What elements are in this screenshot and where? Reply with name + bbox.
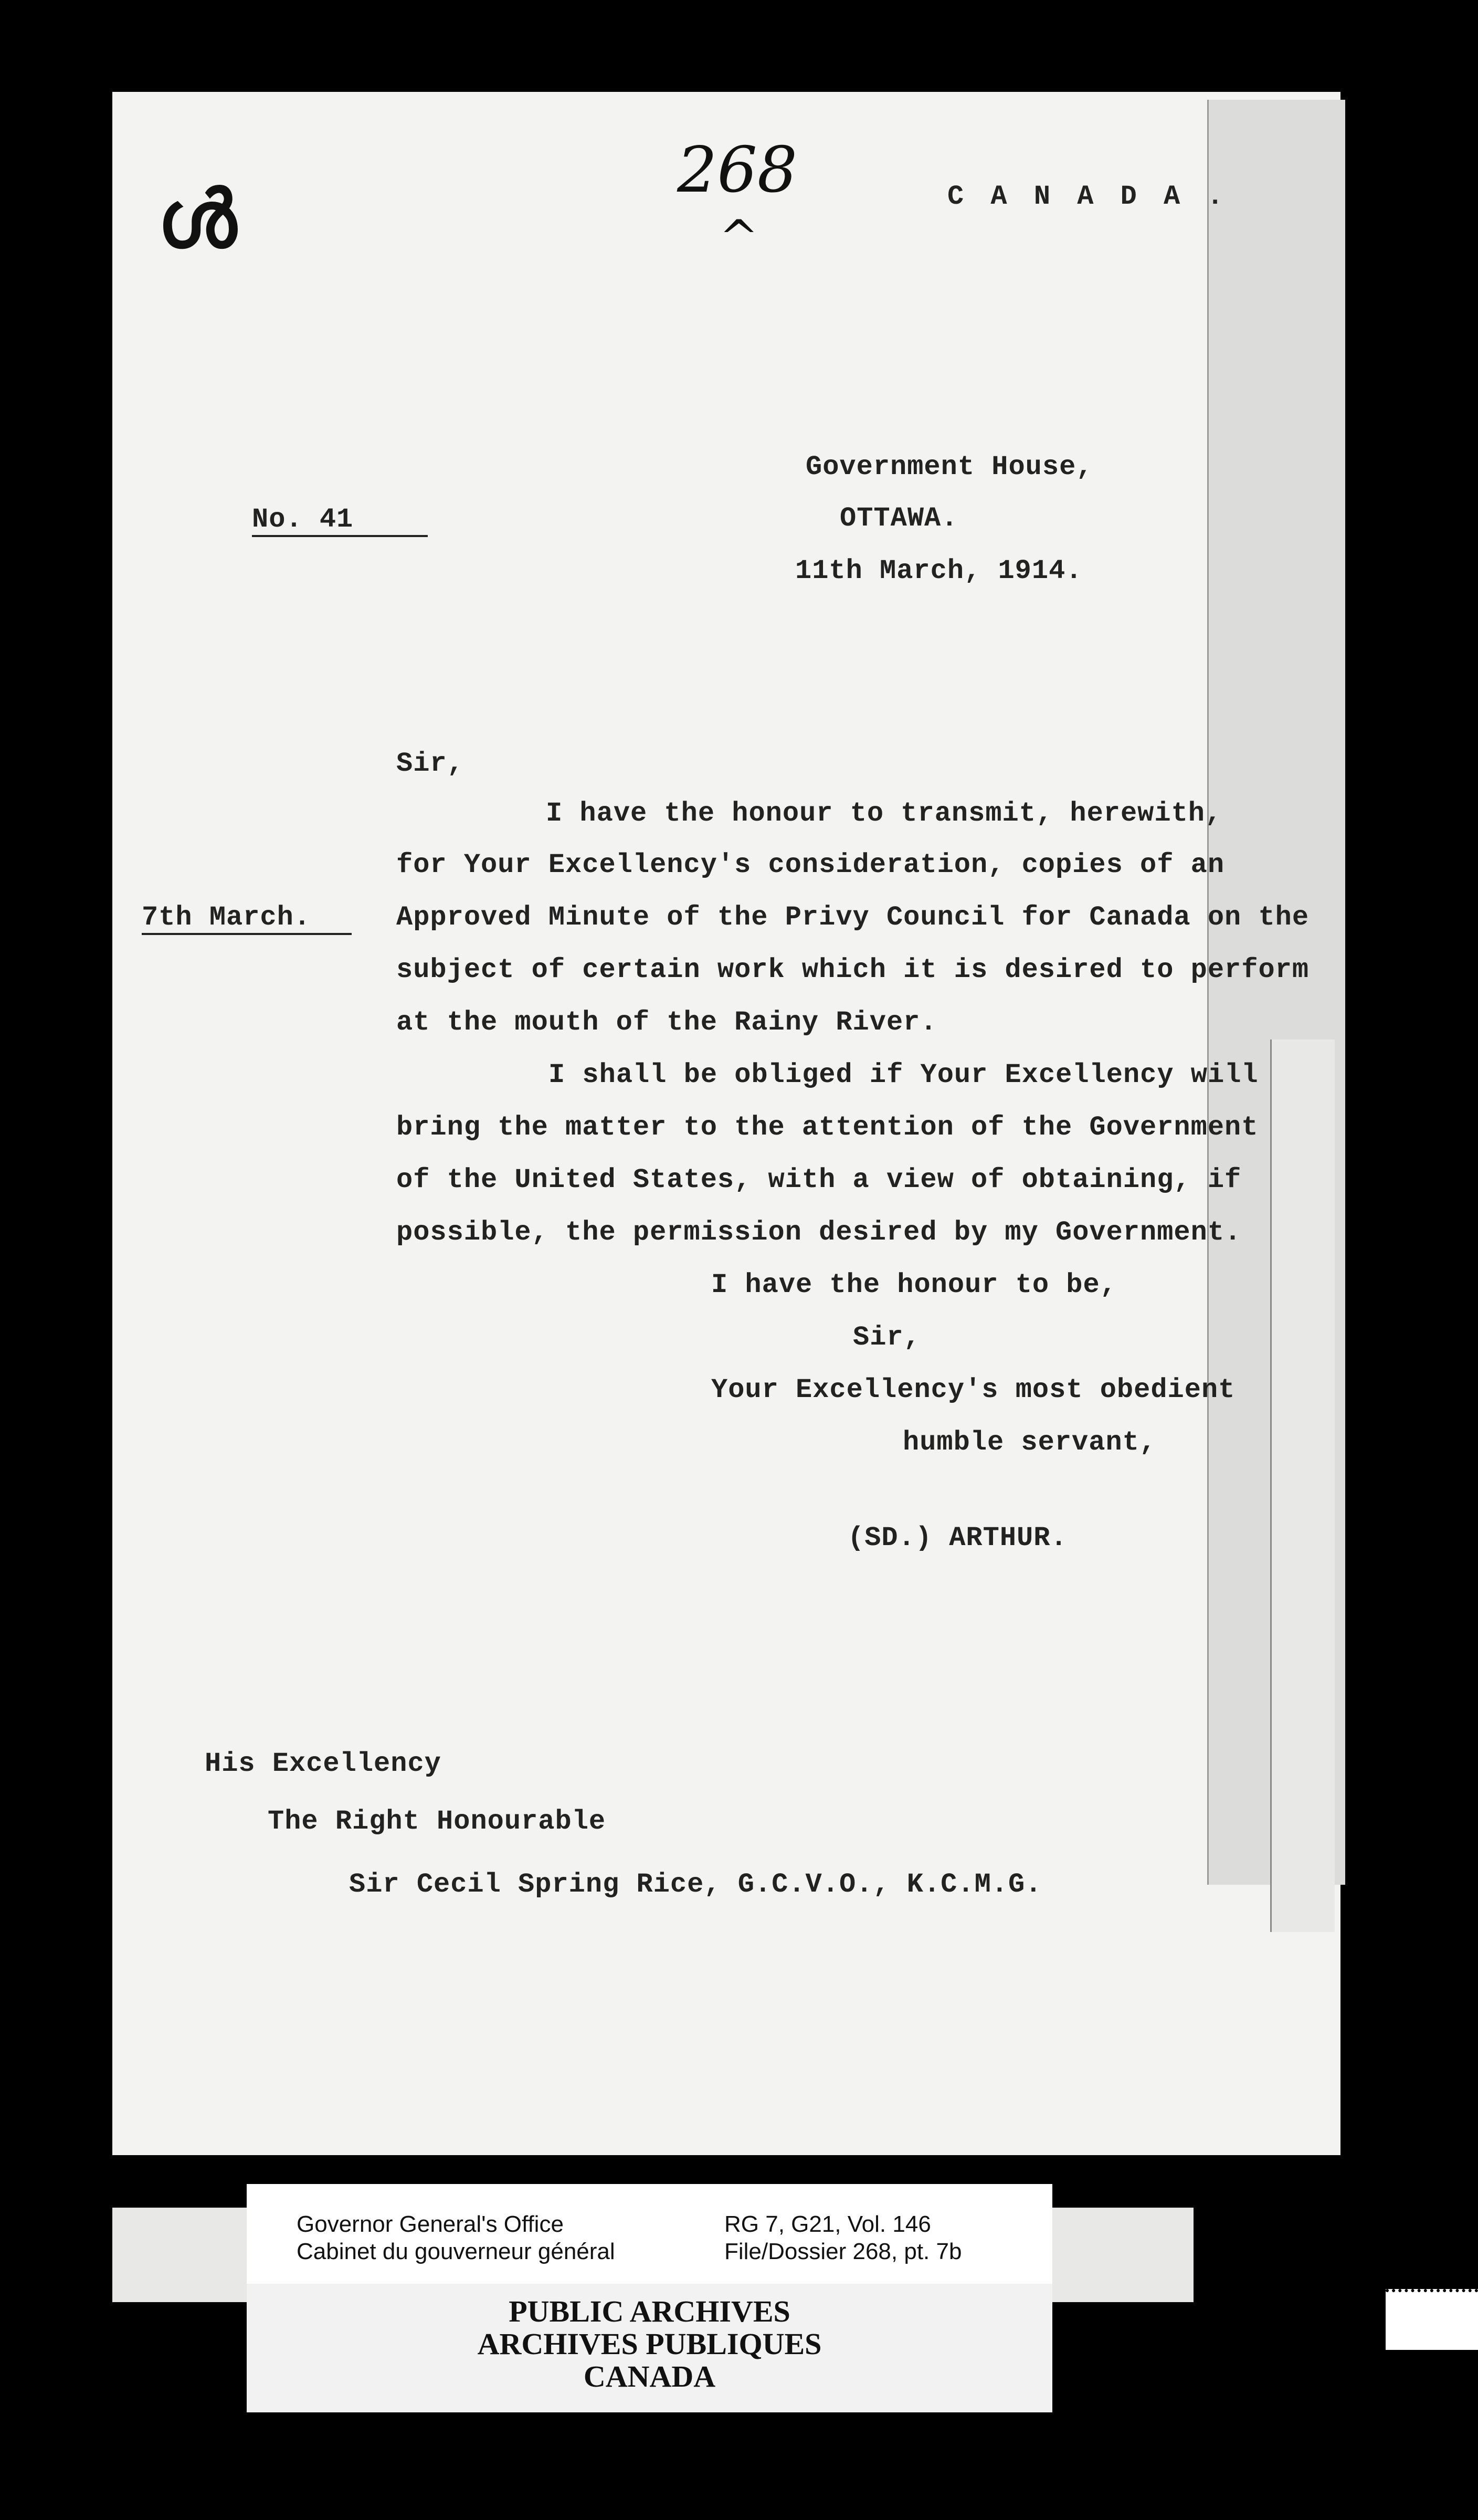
handwritten-number: 268 [677,134,798,207]
country-heading: C A N A D A . [947,181,1229,212]
closing-line-2: Sir, [853,1322,921,1353]
address-line-3: 11th March, 1914. [795,555,1083,586]
letter-number: No. 41 [252,504,428,537]
body-line-6: I shall be obliged if Your Excellency will [548,1059,1259,1090]
closing-line-1: I have the honour to be, [711,1269,1117,1300]
margin-date: 7th March. [142,902,352,935]
folded-paper-edge-lower [1270,1040,1335,1932]
recipient-line-3: Sir Cecil Spring Rice, G.C.V.O., K.C.M.G. [349,1869,1042,1900]
office-french: Cabinet du gouverneur général [297,2239,615,2264]
record-group-reference: RG 7, G21, Vol. 146 [724,2211,931,2237]
archives-english: PUBLIC ARCHIVES [509,2294,790,2328]
recipient-line-2: The Right Honourable [268,1806,606,1837]
archives-stamp [247,2284,1052,2412]
body-line-8: of the United States, with a view of obtaining, if [396,1164,1242,1195]
recipient-line-1: His Excellency [205,1748,441,1779]
body-line-4: subject of certain work which it is desired to perform [396,954,1310,985]
closing-line-4: humble servant, [903,1427,1157,1458]
closing-line-3: Your Excellency's most obedient [711,1374,1236,1405]
body-line-3: Approved Minute of the Privy Council for Canada on the [396,902,1310,933]
handwritten-mark: ^ [719,210,759,265]
address-line-1: Government House, [806,452,1093,482]
body-line-7: bring the matter to the attention of the Government [396,1112,1259,1143]
salutation: Sir, [396,748,464,779]
archive-label [247,2184,1052,2284]
film-edge-marker [1386,2289,1478,2350]
office-english: Governor General's Office [297,2211,564,2237]
archives-country: CANADA [583,2359,716,2393]
body-line-9: possible, the permission desired by my Government. [396,1217,1242,1248]
ink-blot-icon: ൾ [157,173,237,266]
body-line-5: at the mouth of the Rainy River. [396,1007,937,1038]
file-reference: File/Dossier 268, pt. 7b [724,2239,962,2264]
address-line-2: OTTAWA. [840,503,958,534]
body-line-2: for Your Excellency's consideration, copies of an [396,849,1225,880]
signature: (SD.) ARTHUR. [848,1522,1068,1553]
body-line-1: I have the honour to transmit, herewith, [546,798,1222,829]
archives-french: ARCHIVES PUBLIQUES [477,2327,822,2361]
